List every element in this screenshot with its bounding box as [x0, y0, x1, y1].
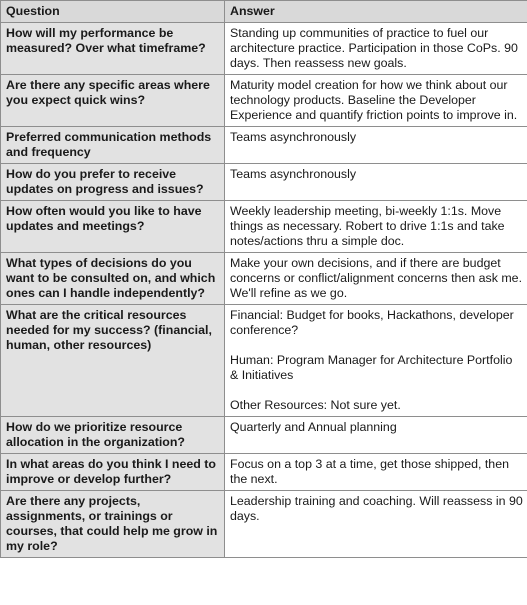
answer-cell [225, 164, 527, 201]
answer-text: Leadership training and coaching. Will reassess in 90 days. [230, 494, 523, 523]
answer-cell [225, 454, 527, 491]
question-cell: How do you prefer to receive updates on progress and issues? [1, 164, 225, 201]
question-cell: How often would you like to have updates and meetings? [1, 201, 225, 253]
answer-text: Quarterly and Annual planning [230, 420, 397, 434]
answer-cell [225, 201, 527, 253]
answer-text: Human: Program Manager for Architecture Portfolio & Initiatives [230, 353, 513, 382]
question-cell: How will my performance be measured? Over what timeframe? [1, 23, 225, 75]
answer-text: Standing up communities of practice to fuel our architecture practice. Participation in those CoPs. 90 days. Then reassess new goals. [230, 26, 518, 70]
question-cell: How do we prioritize resource allocation in the organization? [1, 417, 225, 454]
table-row [1, 23, 527, 75]
answer-cell [225, 127, 527, 164]
answer-cell [225, 491, 527, 558]
answer-text: Weekly leadership meeting, bi-weekly 1:1s. Move things as necessary. Robert to drive 1:1s and take notes/actions thru a simple doc. [230, 204, 505, 248]
answer-text: Make your own decisions, and if there are budget concerns or conflict/alignment concerns then ask me. We'll refine as we go. [230, 256, 523, 300]
answer-text: Teams asynchronously [230, 167, 357, 181]
table-row [1, 417, 527, 454]
header-row [1, 1, 527, 23]
answer-cell [225, 75, 527, 127]
table-row [1, 164, 527, 201]
answer-cell [225, 417, 527, 454]
question-cell: What types of decisions do you want to be consulted on, and which ones can I handle independently? [1, 253, 225, 305]
question-cell: Are there any specific areas where you expect quick wins? [1, 75, 225, 127]
question-cell: What are the critical resources needed for my success? (financial, human, other resources) [1, 305, 225, 417]
answer-text: Financial: Budget for books, Hackathons, developer conference? [230, 308, 514, 337]
column-header-answer: Answer [225, 1, 527, 23]
table-row [1, 201, 527, 253]
answer-text: Focus on a top 3 at a time, get those shipped, then the next. [230, 457, 509, 486]
answer-cell [225, 23, 527, 75]
table-row [1, 127, 527, 164]
column-header-question: Question [1, 1, 225, 23]
table-row [1, 305, 527, 417]
table-row [1, 75, 527, 127]
table-row [1, 253, 527, 305]
question-cell: Are there any projects, assignments, or trainings or courses, that could help me grow in my role? [1, 491, 225, 558]
answer-text: Maturity model creation for how we think about our technology products. Baseline the Developer Experience and quantify friction points to improve in. [230, 78, 518, 122]
table-row [1, 491, 527, 558]
answer-text: Teams asynchronously [230, 130, 357, 144]
table-row [1, 454, 527, 491]
answer-cell [225, 305, 527, 417]
question-cell: Preferred communication methods and frequency [1, 127, 225, 164]
answer-cell [225, 253, 527, 305]
answer-text: Other Resources: Not sure yet. [230, 398, 401, 412]
question-cell: In what areas do you think I need to improve or develop further? [1, 454, 225, 491]
